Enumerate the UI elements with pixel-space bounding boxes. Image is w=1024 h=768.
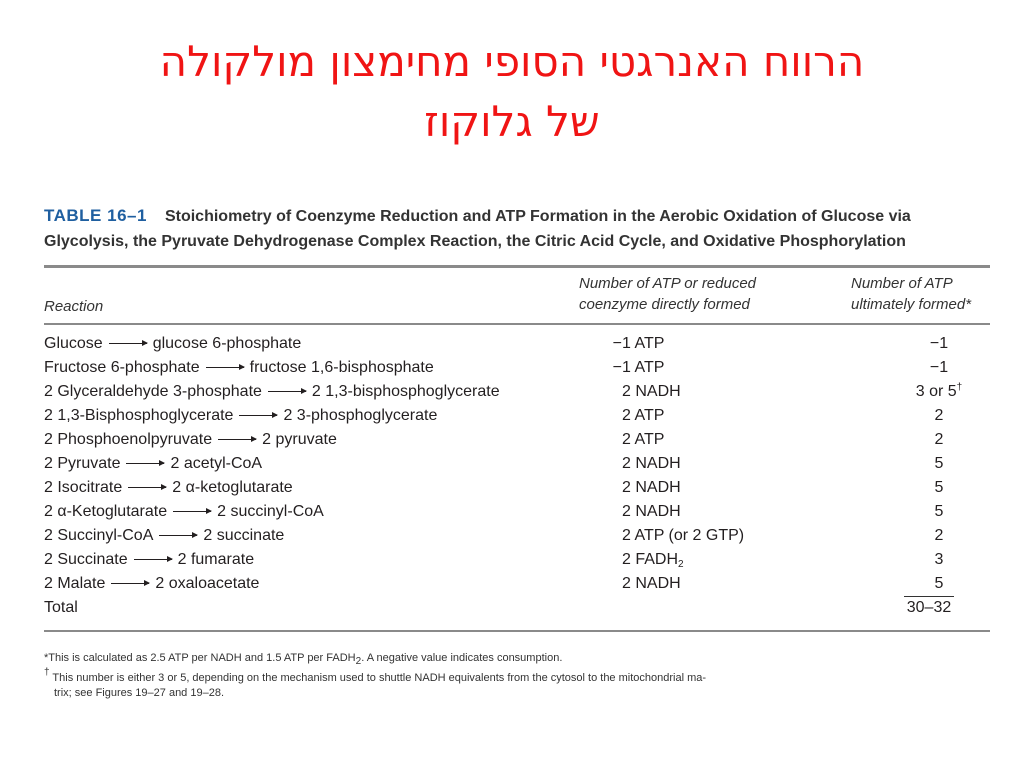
direct-cell bbox=[604, 476, 681, 500]
table-row bbox=[44, 524, 990, 548]
table-caption bbox=[44, 203, 984, 254]
table-number: TABLE 16–1 bbox=[44, 206, 147, 225]
reaction-cell bbox=[44, 572, 259, 596]
reaction-cell bbox=[44, 548, 254, 572]
reaction-cell bbox=[44, 500, 324, 524]
table-row bbox=[44, 428, 990, 452]
arrow-icon bbox=[239, 415, 277, 416]
direct-value: 2 NADH bbox=[622, 383, 681, 400]
direct-cell bbox=[604, 380, 681, 404]
footnote-dagger-text-b: trix; see Figures 19–27 and 19–28. bbox=[54, 687, 225, 699]
table-row bbox=[44, 380, 990, 404]
substrate: 2 Succinate bbox=[44, 551, 128, 568]
header-ultimate-line-1: Number of ATP bbox=[851, 275, 953, 292]
direct-cell bbox=[604, 500, 681, 524]
footnote-star-text-b: . A negative value indicates consumption. bbox=[361, 652, 563, 664]
ultimate-cell bbox=[889, 452, 989, 476]
direct-cell bbox=[604, 548, 684, 572]
ultimate-cell bbox=[889, 548, 989, 572]
ultimate-cell bbox=[889, 404, 989, 428]
table-row bbox=[44, 404, 990, 428]
slide-title-line-2: של גלוקוז bbox=[424, 97, 600, 146]
direct-value: 2 ATP bbox=[622, 431, 665, 448]
direct-value: 2 FADH bbox=[622, 551, 679, 568]
reaction-cell bbox=[44, 356, 434, 380]
ultimate-cell bbox=[889, 572, 989, 596]
direct-value: 1 ATP bbox=[622, 335, 665, 352]
table-row bbox=[44, 332, 990, 356]
arrow-icon bbox=[159, 535, 197, 536]
ultimate-cell bbox=[889, 476, 989, 500]
footnote-star-text-a: This is calculated as 2.5 ATP per NADH and 1.5 ATP per FADH bbox=[48, 652, 356, 664]
product: 2 acetyl-CoA bbox=[170, 455, 263, 472]
ultimate-value: 5 bbox=[934, 479, 944, 496]
header-direct-line-2: coenzyme directly formed bbox=[579, 296, 750, 313]
ultimate-cell bbox=[889, 524, 989, 548]
substrate: 2 Isocitrate bbox=[44, 479, 123, 496]
dagger-mark: † bbox=[956, 382, 963, 393]
direct-value: 2 NADH bbox=[622, 479, 681, 496]
slide-title-line-1: הרווח האנרגטי הסופי מחימצון מולקולה bbox=[159, 37, 865, 86]
ultimate-value: 2 bbox=[934, 431, 944, 448]
ultimate-value: 2 bbox=[934, 407, 944, 424]
reaction-cell bbox=[44, 524, 284, 548]
table-row bbox=[44, 572, 990, 596]
substrate: Glucose bbox=[44, 335, 103, 352]
arrow-icon bbox=[173, 511, 211, 512]
table-body bbox=[44, 332, 990, 620]
substrate: Fructose 6-phosphate bbox=[44, 359, 200, 376]
table-row bbox=[44, 356, 990, 380]
footnote-dagger-text-a: This number is either 3 or 5, depending on the mechanism used to shuttle NADH equivalents from the cytosol to the mitochondrial ma- bbox=[52, 672, 707, 684]
footnote-star bbox=[44, 651, 774, 666]
header-ultimate-line-2: ultimately formed* bbox=[851, 296, 972, 313]
ultimate-value: 2 bbox=[934, 527, 944, 544]
table-top-rule bbox=[44, 265, 990, 268]
ultimate-value: 5 bbox=[934, 455, 944, 472]
total-label: Total bbox=[44, 599, 78, 616]
ultimate-value: 3 or 5 bbox=[915, 383, 957, 400]
arrow-icon bbox=[268, 391, 306, 392]
table-row bbox=[44, 452, 990, 476]
arrow-icon bbox=[126, 463, 164, 464]
ultimate-value: 5 bbox=[934, 503, 944, 520]
direct-cell bbox=[604, 524, 744, 548]
table-row bbox=[44, 548, 990, 572]
direct-value: 2 ATP (or 2 GTP) bbox=[622, 527, 745, 544]
product: fructose 1,6-bisphosphate bbox=[249, 359, 434, 376]
product: 2 3-phosphoglycerate bbox=[283, 407, 438, 424]
product: 2 fumarate bbox=[177, 551, 255, 568]
product: 2 oxaloacetate bbox=[155, 575, 260, 592]
arrow-icon bbox=[134, 559, 172, 560]
table-row bbox=[44, 476, 990, 500]
direct-cell bbox=[604, 572, 681, 596]
header-ultimate bbox=[851, 273, 971, 315]
arrow-icon bbox=[218, 439, 256, 440]
ultimate-value: 1 bbox=[939, 359, 949, 376]
arrow-icon bbox=[109, 343, 147, 344]
direct-value: 2 NADH bbox=[622, 455, 681, 472]
product: 2 α-ketoglutarate bbox=[172, 479, 293, 496]
substrate: 2 Glyceraldehyde 3-phosphate bbox=[44, 383, 262, 400]
substrate: 2 Malate bbox=[44, 575, 106, 592]
product: glucose 6-phosphate bbox=[152, 335, 302, 352]
ultimate-cell bbox=[889, 500, 989, 524]
reaction-cell bbox=[44, 476, 293, 500]
substrate: 2 Phosphoenolpyruvate bbox=[44, 431, 213, 448]
direct-cell bbox=[604, 428, 664, 452]
minus-sign: − bbox=[612, 359, 622, 376]
footnote-star-subscript: 2 bbox=[355, 656, 362, 667]
direct-value: 1 ATP bbox=[622, 359, 665, 376]
arrow-icon bbox=[111, 583, 149, 584]
reaction-cell bbox=[44, 452, 262, 476]
ultimate-value: 3 bbox=[934, 551, 944, 568]
footnote-dagger-mark: † bbox=[44, 667, 50, 678]
direct-cell bbox=[604, 332, 664, 356]
table-bottom-rule bbox=[44, 630, 990, 632]
total-row bbox=[44, 596, 990, 620]
direct-value: 2 NADH bbox=[622, 575, 681, 592]
table-caption-text: Stoichiometry of Coenzyme Reduction and ATP Formation in the Aerobic Oxidation of Glucose via Glycolysis, the Pyruvate Dehydrogenase Complex Reaction, the Citric Acid Cycle, and Oxidative Phosphorylation bbox=[44, 208, 911, 250]
footnote-star-mark: * bbox=[44, 652, 49, 664]
ultimate-cell bbox=[889, 428, 989, 452]
direct-cell bbox=[604, 356, 664, 380]
ultimate-cell bbox=[889, 380, 989, 404]
product: 2 pyruvate bbox=[262, 431, 337, 448]
minus-sign: − bbox=[612, 335, 622, 352]
table-row bbox=[44, 500, 990, 524]
header-direct bbox=[579, 273, 756, 315]
arrow-icon bbox=[128, 487, 166, 488]
header-reaction: Reaction bbox=[44, 298, 104, 315]
header-rule bbox=[44, 323, 990, 325]
reaction-cell bbox=[44, 380, 500, 404]
total-value: 30–32 bbox=[904, 596, 954, 619]
reaction-cell bbox=[44, 332, 301, 356]
product: 2 1,3-bisphosphoglycerate bbox=[311, 383, 500, 400]
product: 2 succinate bbox=[203, 527, 285, 544]
minus-sign: − bbox=[929, 359, 940, 376]
substrate: 2 α-Ketoglutarate bbox=[44, 503, 168, 520]
substrate: 2 Pyruvate bbox=[44, 455, 121, 472]
subscript: 2 bbox=[678, 559, 684, 570]
direct-cell bbox=[604, 452, 681, 476]
ultimate-cell bbox=[889, 356, 989, 380]
ultimate-value: 1 bbox=[939, 335, 949, 352]
slide-title bbox=[0, 32, 1024, 152]
substrate: 2 1,3-Bisphosphoglycerate bbox=[44, 407, 234, 424]
reaction-cell bbox=[44, 428, 337, 452]
footnote-dagger bbox=[44, 667, 774, 701]
minus-sign: − bbox=[929, 335, 940, 352]
ultimate-value: 5 bbox=[934, 575, 944, 592]
footnotes bbox=[44, 651, 774, 706]
ultimate-cell bbox=[889, 332, 989, 356]
reaction-cell bbox=[44, 404, 437, 428]
direct-value: 2 ATP bbox=[622, 407, 665, 424]
arrow-icon bbox=[206, 367, 244, 368]
product: 2 succinyl-CoA bbox=[217, 503, 324, 520]
direct-cell bbox=[604, 404, 664, 428]
header-direct-line-1: Number of ATP or reduced bbox=[579, 275, 757, 292]
substrate: 2 Succinyl-CoA bbox=[44, 527, 154, 544]
direct-value: 2 NADH bbox=[622, 503, 681, 520]
